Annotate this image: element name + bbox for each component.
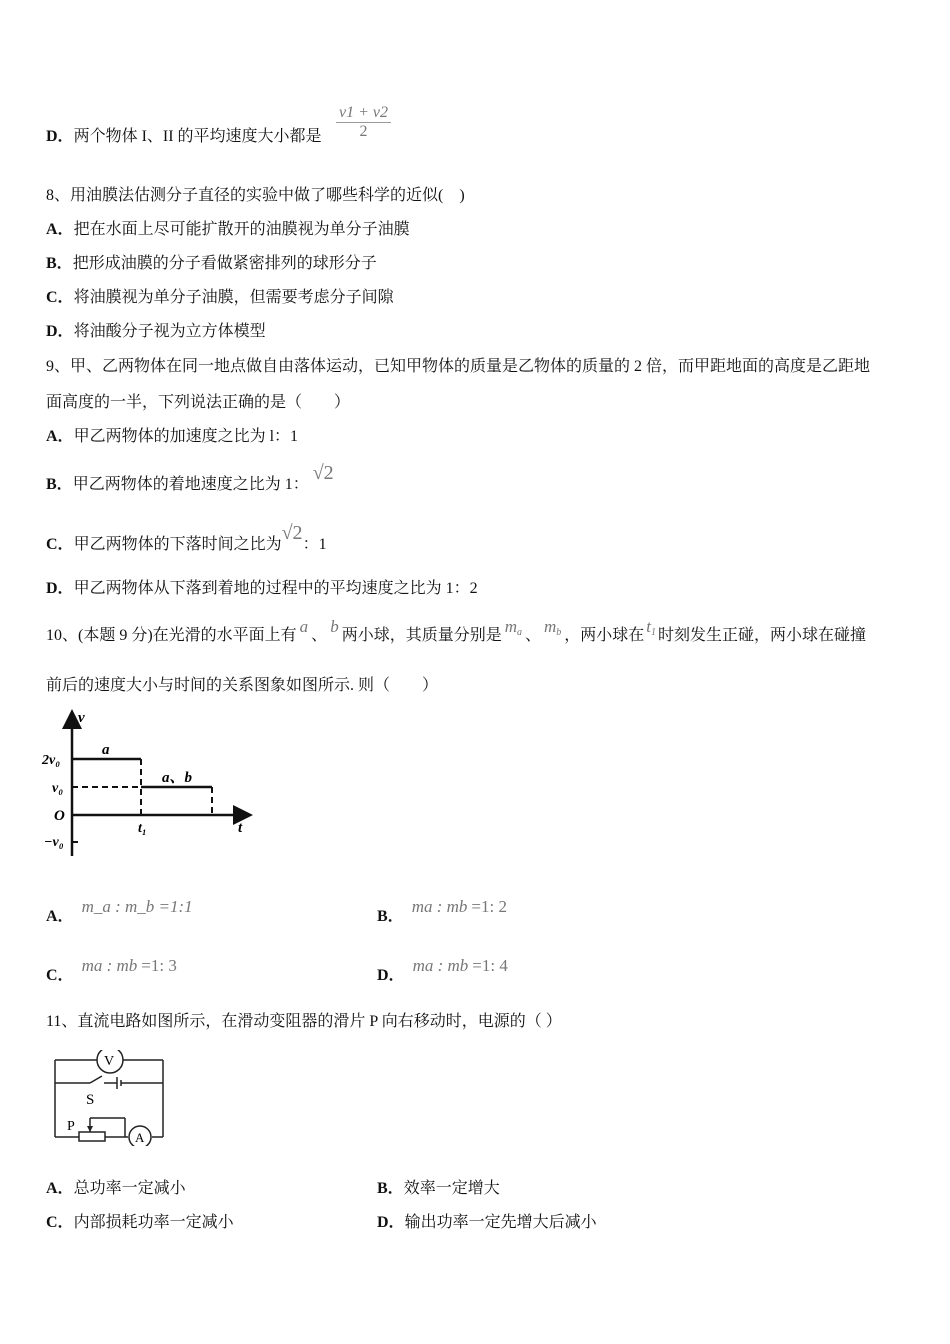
q10-stem-line2: 前后的速度大小与时间的关系图象如图所示. 则（ ） xyxy=(46,677,439,694)
q10-option-d xyxy=(377,956,508,984)
origin-label: O xyxy=(54,808,65,824)
option-text: 总功率一定减小 xyxy=(73,1180,186,1197)
option-label: B． xyxy=(377,1180,404,1197)
q11-option-d xyxy=(377,1213,597,1233)
option-label: D． xyxy=(377,967,405,984)
option-label: A． xyxy=(46,908,74,925)
ratio-rhs: =1: 2 xyxy=(471,897,507,916)
option-text: 效率一定增大 xyxy=(403,1180,500,1197)
stem-text: ，两小球在 xyxy=(564,627,645,644)
option-text: 把在水面上尽可能扩散开的油膜视为单分子油膜 xyxy=(73,221,410,238)
formula-numerator: v1 + v2 xyxy=(336,104,391,123)
option-text: 甲乙两物体从下落到着地的过程中的平均速度之比为 1：2 xyxy=(73,580,478,597)
sep: 、 xyxy=(524,627,541,644)
q10-option-c xyxy=(46,956,177,984)
velocity-time-graph xyxy=(40,706,260,866)
option-label: A． xyxy=(46,428,74,445)
option-text: 输出功率一定先增大后减小 xyxy=(404,1214,597,1231)
tick-t1: t₁ xyxy=(138,821,147,836)
q11-option-a xyxy=(46,1179,186,1199)
option-label: C． xyxy=(46,1214,74,1231)
q9-stem-line2: 面高度的一半，下列说法正确的是（ ） xyxy=(46,394,351,411)
var-sub: 1 xyxy=(651,627,657,638)
var-a: a xyxy=(299,617,309,636)
q8-option-c xyxy=(46,288,394,308)
ratio-lhs: ma : mb xyxy=(412,956,469,975)
var-m: m xyxy=(544,617,557,636)
option-label: C． xyxy=(46,536,74,553)
q11-option-c xyxy=(46,1213,234,1233)
option-text: 甲乙两物体的着地速度之比为 1： xyxy=(72,476,309,493)
q8-option-b xyxy=(46,254,377,274)
option-label: A． xyxy=(46,1180,74,1197)
sep: 、 xyxy=(311,627,328,644)
option-text: 将油膜视为单分子油膜，但需要考虑分子间隙 xyxy=(73,289,394,306)
option-text-tail: ：1 xyxy=(302,536,327,553)
stem-text: 两小球，其质量分别是 xyxy=(341,627,502,644)
v-axis-label: v xyxy=(78,710,85,726)
option-label: D． xyxy=(46,323,74,340)
circuit-diagram xyxy=(50,1050,170,1146)
q8-option-a xyxy=(46,220,410,240)
option-label: B． xyxy=(46,476,73,493)
option-label: C． xyxy=(46,289,74,306)
var-sub: a xyxy=(516,627,522,638)
option-label: A． xyxy=(46,221,74,238)
stem-text: 10、(本题 9 分)在光滑的水平面上有 xyxy=(46,627,297,644)
ammeter-label: A xyxy=(135,1130,145,1145)
t-axis-label: t xyxy=(238,820,243,836)
tick-v0: v₀ xyxy=(52,781,64,796)
ratio-formula: m_a : m_b =1:1 xyxy=(81,897,193,916)
sqrt2-math: √2 xyxy=(312,462,334,484)
q7-option-d xyxy=(46,127,322,147)
option-label: C． xyxy=(46,967,74,984)
voltmeter-label: V xyxy=(104,1054,115,1069)
q9-option-c xyxy=(46,522,327,555)
q11-option-b xyxy=(377,1179,500,1199)
q8-option-d xyxy=(46,322,266,342)
q8-stem: 8、用油膜法估测分子直径的实验中做了哪些科学的近似( ) xyxy=(46,187,465,204)
option-text: 将油酸分子视为立方体模型 xyxy=(73,323,266,340)
tick-neg-v0: −v₀ xyxy=(44,835,64,850)
option-text: 甲乙两物体的加速度之比为 l：1 xyxy=(73,428,299,445)
option-label: D． xyxy=(46,128,74,145)
switch-label: S xyxy=(86,1092,95,1108)
formula-denominator: 2 xyxy=(359,123,368,140)
option-text: 两个物体 I、II 的平均速度大小都是 xyxy=(73,128,322,145)
q10-stem-line1 xyxy=(46,617,867,651)
option-label: D． xyxy=(46,580,74,597)
average-velocity-formula xyxy=(336,104,391,141)
option-text: 把形成油膜的分子看做紧密排列的球形分子 xyxy=(72,255,377,272)
q9-stem-line1: 9、甲、乙两物体在同一地点做自由落体运动，已知甲物体的质量是乙物体的质量的 2 倍，而甲距地面的高度是乙距地 xyxy=(46,358,871,375)
label-a: a xyxy=(102,742,110,758)
tick-2v0: 2v₀ xyxy=(42,753,61,768)
option-label: B． xyxy=(46,255,73,272)
q11-stem: 11、直流电路如图所示，在滑动变阻器的滑片 P 向右移动时，电源的（ ） xyxy=(46,1013,562,1030)
option-label: D． xyxy=(377,1214,405,1231)
label-ab: a、b xyxy=(162,770,193,786)
stem-text: 时刻发生正碰，两小球在碰撞 xyxy=(658,627,867,644)
ratio-lhs: ma : mb xyxy=(81,956,138,975)
option-label: B． xyxy=(377,908,404,925)
ratio-rhs: =1: 4 xyxy=(472,956,508,975)
q10-option-a xyxy=(46,897,193,925)
var-m: m xyxy=(504,617,517,636)
var-t: t xyxy=(646,617,652,636)
q9-option-d xyxy=(46,579,478,599)
sqrt2-math: √2 xyxy=(281,522,303,544)
option-text: 内部损耗功率一定减小 xyxy=(73,1214,234,1231)
slider-label: P xyxy=(67,1119,75,1134)
slider-arrow-icon xyxy=(87,1126,93,1132)
q9-option-b xyxy=(46,462,334,495)
q9-option-a xyxy=(46,427,298,447)
ratio-rhs: =1: 3 xyxy=(141,956,177,975)
var-b: b xyxy=(330,617,339,636)
option-text: 甲乙两物体的下落时间之比为 xyxy=(73,536,282,553)
q10-option-b xyxy=(377,897,507,925)
ratio-lhs: ma : mb xyxy=(411,897,468,916)
var-sub: b xyxy=(556,627,562,638)
